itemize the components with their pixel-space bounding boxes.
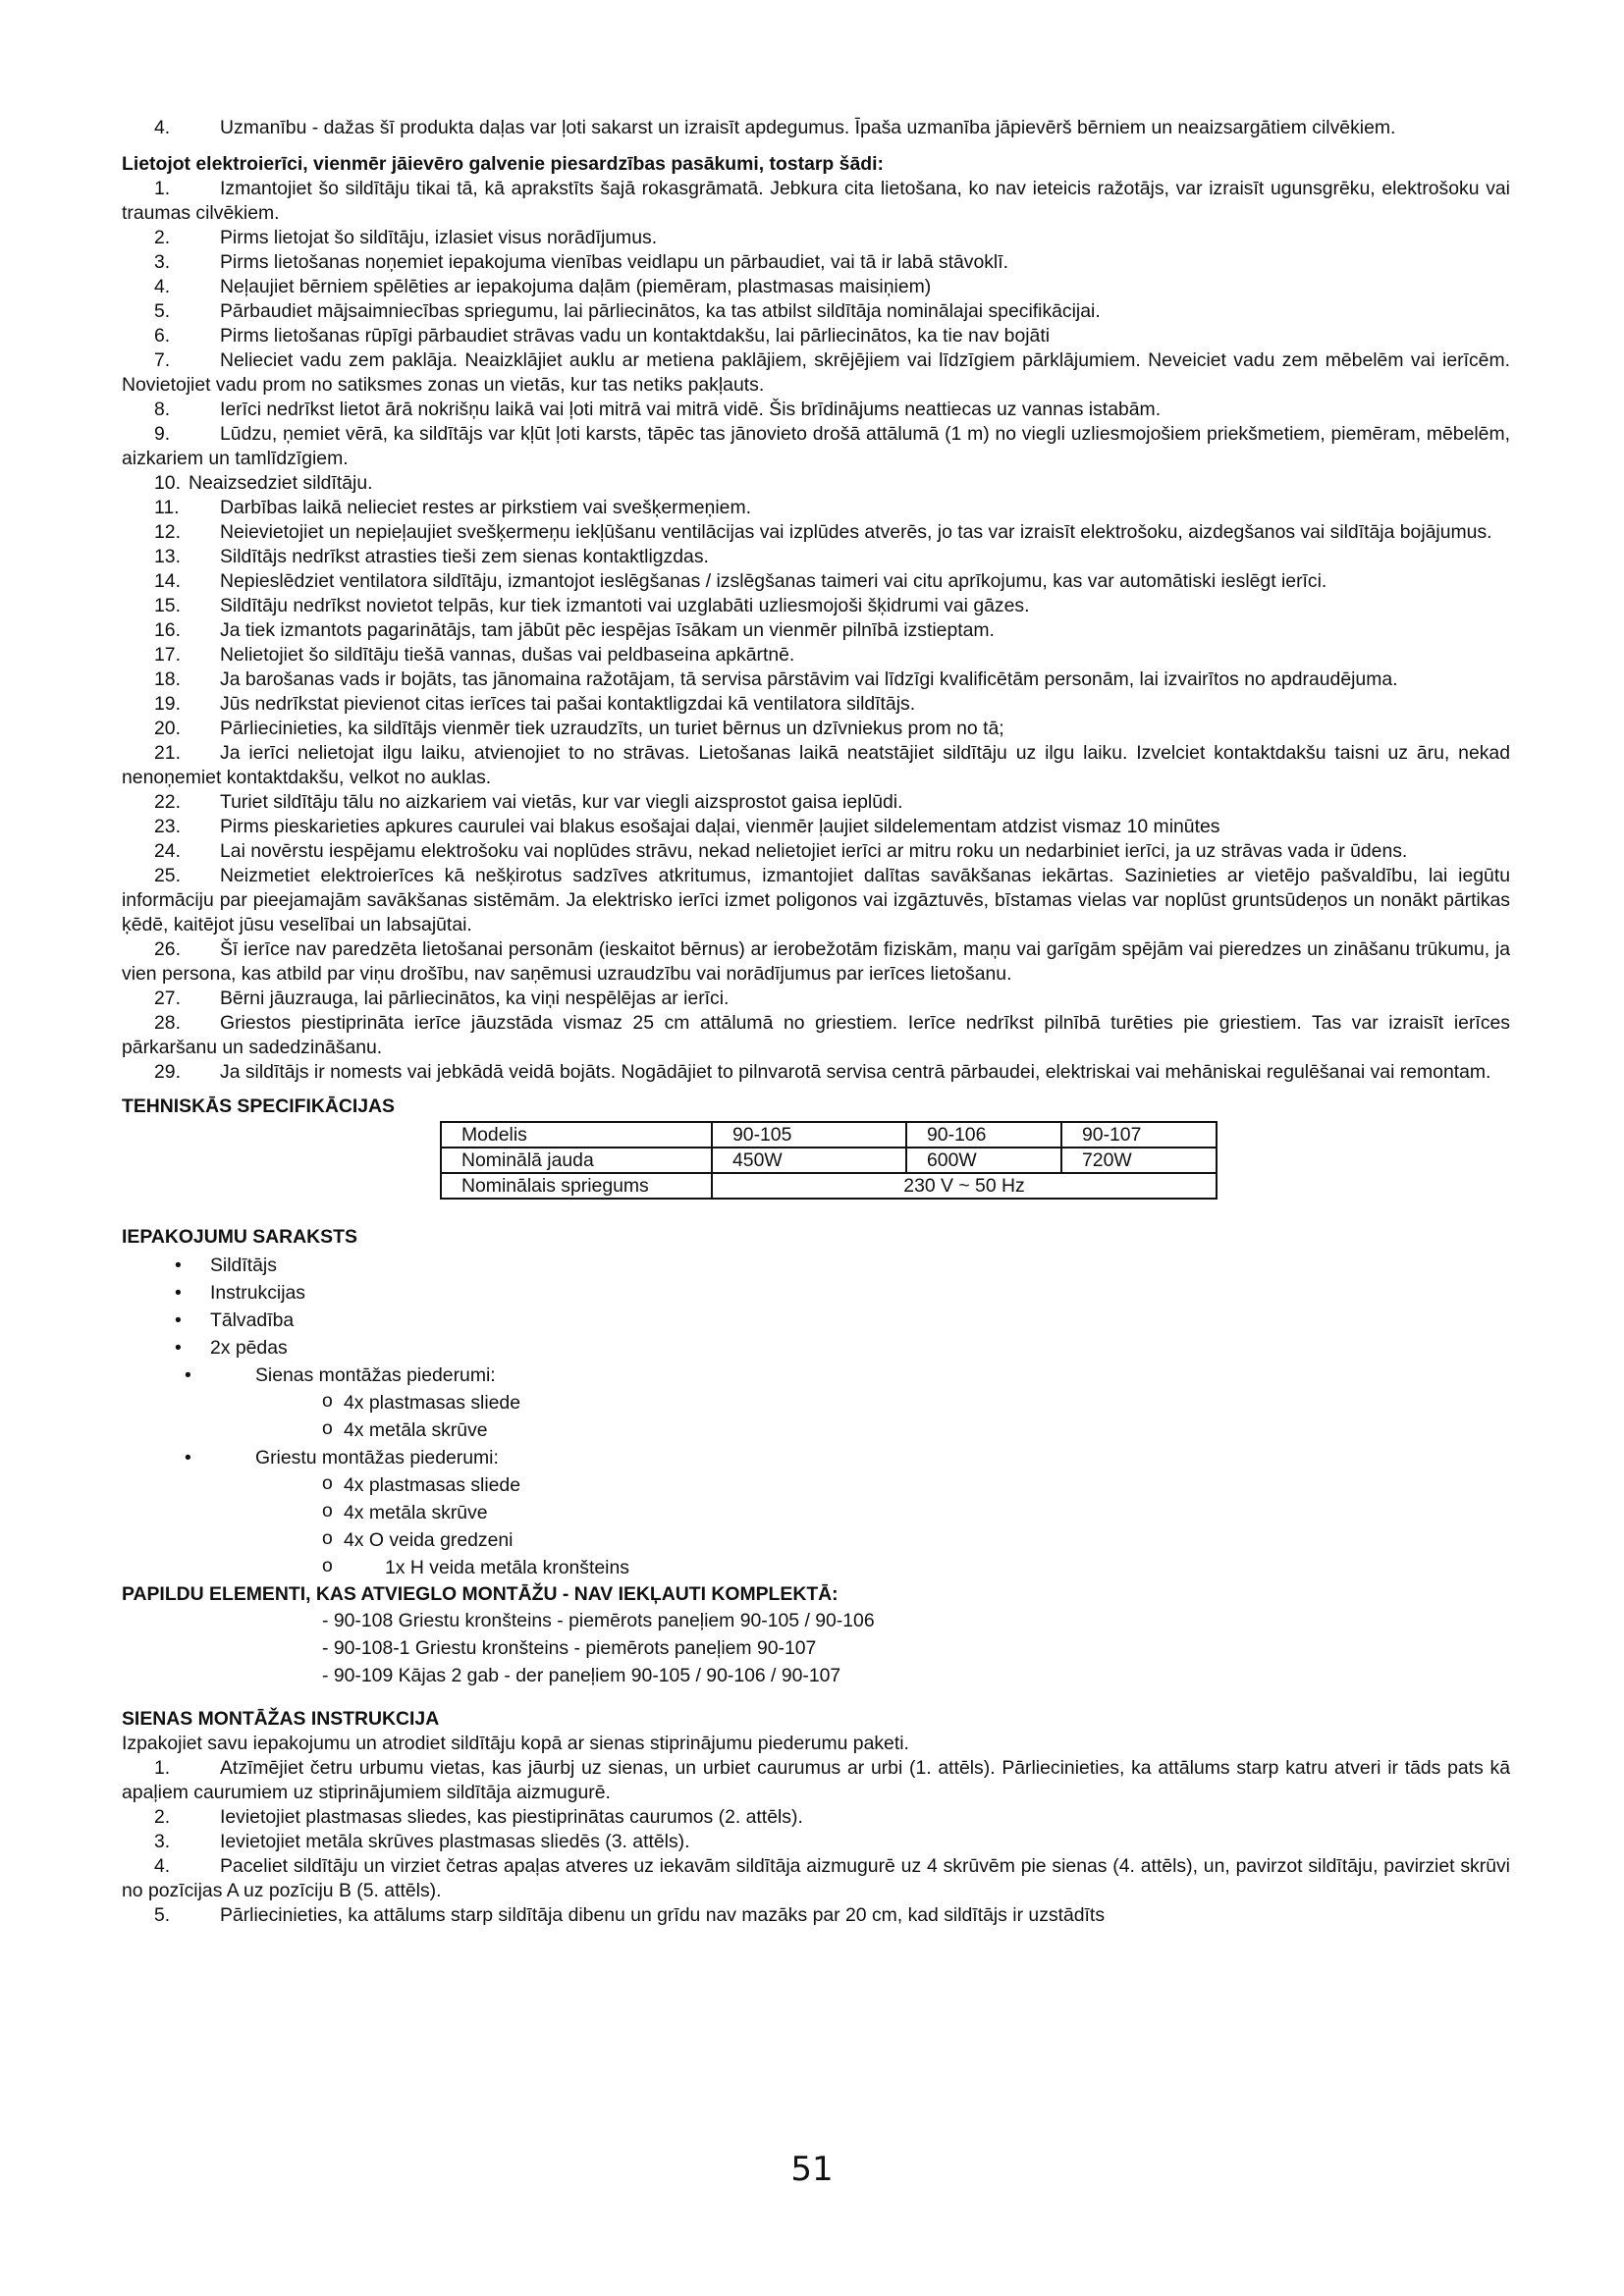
list-item <box>122 594 1510 618</box>
list-item <box>122 1854 1510 1903</box>
item-number: 19. <box>154 693 181 715</box>
item-number: 4. <box>154 117 171 138</box>
item-text: Sildītāju nedrīkst novietot telpās, kur tiek izmantoti vai uzglabāti uzliesmojoši šķidrumi vai gāzes. <box>220 595 1030 616</box>
item-number: 13. <box>154 546 181 567</box>
spec-cell: 600W <box>906 1148 1061 1173</box>
list-item <box>122 937 1510 987</box>
item-number: 21. <box>154 742 181 764</box>
item-number: 14. <box>154 570 181 592</box>
item-text: Nelietojiet šo sildītāju tiešā vannas, dušas vai peldbaseina apkārtnē. <box>220 644 795 666</box>
list-item <box>122 496 1510 520</box>
list-item <box>122 1805 1510 1830</box>
list-item <box>122 1903 1510 1928</box>
item-number: 6. <box>154 325 171 347</box>
list-item <box>122 569 1510 594</box>
item-number: 7. <box>154 349 171 371</box>
item-text: Pirms lietošanas rūpīgi pārbaudiet strāvas vadu un kontaktdakšu, lai pārliecinātos, ka tie nav bojāti <box>220 325 1051 347</box>
sub-list-item: o 4x plastmasas sliede <box>122 1389 1510 1416</box>
item-text: Darbības laikā nelieciet restes ar pirkstiem vai svešķermeņiem. <box>220 497 751 518</box>
item-number: 12. <box>154 521 181 543</box>
list-item <box>122 324 1510 348</box>
sub-list-item: o 4x metāla skrūve <box>122 1416 1510 1444</box>
list-item: • Griestu montāžas piederumi: <box>122 1444 1510 1471</box>
list-item <box>122 226 1510 250</box>
extras-heading: PAPILDU ELEMENTI, KAS ATVIEGLO MONTĀŽU - NAV IEKĻAUTI KOMPLEKTĀ: <box>122 1583 839 1605</box>
item-text: Sildītājs nedrīkst atrasties tieši zem sienas kontaktligzdas. <box>220 546 709 567</box>
item-text: Lūdzu, ņemiet vērā, ka sildītājs var kļūt ļoti karsts, tāpēc tas jānovieto drošā attālumā (1 m) no viegli uzliesmojošiem priekšmetiem, piemēram, mēbelēm, aizkariem un tamlīdzīgiem. <box>122 423 1510 469</box>
item-number: 4. <box>154 1855 171 1877</box>
item-text: Ja barošanas vads ir bojāts, tas jānomaina ražotājam, tā servisa pārstāvim vai līdzīgi kvalificētām personām, lai izvairītos no apdraudējuma. <box>220 668 1398 690</box>
spec-cell: 90-107 <box>1061 1122 1217 1148</box>
item-number: 1. <box>154 1757 171 1779</box>
item-text: Ievietojiet plastmasas sliedes, kas piestiprinātas caurumos (2. attēls). <box>220 1806 803 1828</box>
sub-list-item: o 4x metāla skrūve <box>122 1499 1510 1526</box>
safety-heading: Lietojot elektroierīci, vienmēr jāievēro galvenie piesardzības pasākumi, tostarp šādi: <box>122 153 884 175</box>
item-number: 10. <box>154 472 181 494</box>
item-number: 11. <box>154 497 180 518</box>
item-text: Pirms lietošanas noņemiet iepakojuma vienības veidlapu un pārbaudiet, vai tā ir labā stāvoklī. <box>220 251 1009 273</box>
item-number: 4. <box>154 276 171 297</box>
item-text: Ievietojiet metāla skrūves plastmasas sliedēs (3. attēls). <box>220 1831 690 1852</box>
item-number: 5. <box>154 300 171 322</box>
item-text: Bērni jāuzrauga, lai pārliecinātos, ka viņi nespēlējas ar ierīci. <box>220 988 730 1009</box>
list-item: • Tālvadība <box>122 1307 1510 1334</box>
item-number: 18. <box>154 668 181 690</box>
list-item <box>122 987 1510 1011</box>
item-text: Atzīmējiet četru urbumu vietas, kas jāurbj uz sienas, un urbiet caurumus ar urbi (1. attēls). Pārliecinieties, ka attālums starp katru atveri ir tāds pats kā apaļiem caurumiem uz stiprinājumiem sildītāja aizmugurē. <box>122 1757 1510 1803</box>
spec-cell: 450W <box>712 1148 906 1173</box>
page-content <box>122 116 1510 1928</box>
list-item <box>122 790 1510 815</box>
list-item <box>122 177 1510 226</box>
item-number: 20. <box>154 718 181 739</box>
spec-label: Modelis <box>441 1122 712 1148</box>
item-text: Jūs nedrīkstat pievienot citas ierīces tai pašai kontaktligzdai kā ventilatora sildītājs. <box>220 693 916 715</box>
item-text: Neaizsedziet sildītāju. <box>188 472 373 494</box>
list-item: - 90-108-1 Griestu kronšteins - piemērots paneļiem 90-107 <box>322 1637 817 1659</box>
item-number: 15. <box>154 595 181 616</box>
intro-item <box>122 116 1510 140</box>
list-item <box>122 864 1510 937</box>
list-item <box>122 717 1510 741</box>
list-item <box>122 299 1510 324</box>
list-item <box>122 520 1510 545</box>
item-text: Pārbaudiet mājsaimniecības spriegumu, lai pārliecinātos, ka tas atbilst sildītāja nominālajai specifikācijai. <box>220 300 1101 322</box>
list-item: • Sienas montāžas piederumi: <box>122 1362 1510 1389</box>
item-text: Neizmetiet elektroierīces kā nešķirotus sadzīves atkritumus, izmantojiet dalītas savākšanas iekārtas. Sazinieties ar vietējo pašvaldību, lai iegūtu informāciju par pieejamajām savākšanas sistēmām. Ja elektrisko ierīci izmet poligonos vai izgāztuvēs, bīstamas vielas var noplūst gruntsūdeņos un nonākt pārtikas ķēdē, kaitējot jūsu veselībai un labsajūtai. <box>122 865 1510 935</box>
item-number: 17. <box>154 644 181 666</box>
item-text: Griestos piestiprināta ierīce jāuzstāda vismaz 25 cm attālumā no griestiem. Ierīce nedrīkst pilnībā turēties pie griestiem. Tas var izraisīt ierīces pārkaršanu un sadedzināšanu. <box>122 1012 1510 1058</box>
list-item <box>122 643 1510 667</box>
list-item <box>122 815 1510 839</box>
list-item <box>122 741 1510 790</box>
spec-label: Nominālā jauda <box>441 1148 712 1173</box>
item-text: Uzmanību - dažas šī produkta daļas var ļoti sakarst un izraisīt apdegumus. Īpaša uzmanība jāpievērš bērniem un neaizsargātiem cilvēkiem. <box>220 117 1396 138</box>
page-number: 51 <box>790 2150 834 2189</box>
item-number: 5. <box>154 1904 171 1926</box>
list-item <box>122 275 1510 299</box>
item-number: 3. <box>154 1831 171 1852</box>
list-item <box>122 545 1510 569</box>
item-text: Nelieciet vadu zem paklāja. Neaizklājiet auklu ar metiena paklājiem, skrējējiem vai līdzīgiem pārklājumiem. Neveiciet vadu zem mēbelēm vai ierīcēm. Novietojiet vadu prom no satiksmes zonas un vietās, kur tas netiks pakļauts. <box>122 349 1510 396</box>
spec-label: Nominālais spriegums <box>441 1173 712 1199</box>
list-item: • Instrukcijas <box>122 1279 1510 1307</box>
safety-list <box>122 177 1510 1085</box>
item-text: Turiet sildītāju tālu no aizkariem vai vietās, kur var viegli aizsprostot gaisa ieplūdi. <box>220 791 903 813</box>
item-text: Pārliecinieties, ka attālums starp sildītāja dibenu un grīdu nav mazāks par 20 cm, kad sildītājs ir uzstādīts <box>220 1904 1106 1926</box>
list-item <box>122 1830 1510 1854</box>
item-text: Nepieslēdziet ventilatora sildītāju, izmantojot ieslēgšanas / izslēgšanas taimeri vai citu aprīkojumu, kas var automātiski ieslēgt ierīci. <box>220 570 1327 592</box>
list-item <box>122 839 1510 864</box>
list-item: - 90-108 Griestu kronšteins - piemērots paneļiem 90-105 / 90-106 <box>322 1610 875 1631</box>
list-item: • 2x pēdas <box>122 1334 1510 1362</box>
list-item <box>122 667 1510 692</box>
item-text: Izmantojiet šo sildītāju tikai tā, kā aprakstīts šajā rokasgrāmatā. Jebkura cita lietošana, ko nav ieteicis ražotājs, var izraisīt ugunsgrēku, elektrošoku vai traumas cilvēkiem. <box>122 178 1510 224</box>
item-number: 26. <box>154 938 181 960</box>
package-heading: IEPAKOJUMU SARAKSTS <box>122 1226 357 1248</box>
item-number: 23. <box>154 816 181 837</box>
sub-list-item: o 1x H veida metāla kronšteins <box>122 1554 1510 1581</box>
list-item <box>122 618 1510 643</box>
list-item <box>122 422 1510 471</box>
spec-cell: 90-105 <box>712 1122 906 1148</box>
item-number: 27. <box>154 988 181 1009</box>
spec-cell: 90-106 <box>906 1122 1061 1148</box>
spec-row-power <box>441 1148 1217 1173</box>
list-item <box>122 1060 1510 1085</box>
list-item <box>122 1011 1510 1060</box>
item-number: 22. <box>154 791 181 813</box>
item-text: Pirms lietojat šo sildītāju, izlasiet visus norādījumus. <box>220 227 658 248</box>
list-item <box>122 398 1510 422</box>
item-text: Šī ierīce nav paredzēta lietošanai personām (ieskaitot bērnus) ar ierobežotām fiziskām, maņu vai garīgām spējām vai pieredzes un zināšanu trūkumu, ja vien persona, kas atbild par viņu drošību, nav saņēmusi uzraudzību vai norādījumus par ierīces lietošanu. <box>122 938 1510 985</box>
list-item <box>122 1756 1510 1805</box>
item-number: 1. <box>154 178 171 199</box>
specs-heading: TEHNISKĀS SPECIFIKĀCIJAS <box>122 1095 395 1117</box>
package-list <box>122 1252 1510 1581</box>
item-text: Ierīci nedrīkst lietot ārā nokrišņu laikā vai ļoti mitrā vai mitrā vidē. Šis brīdinājums neattiecas uz vannas istabām. <box>220 399 1162 420</box>
item-text: Ja tiek izmantots pagarinātājs, tam jābūt pēc iespējas īsākam un vienmēr pilnībā izstieptam. <box>220 619 995 641</box>
item-text: Ja ierīci nelietojat ilgu laiku, atvienojiet to no strāvas. Lietošanas laikā neatstājiet sildītāju uz ilgu laiku. Izvelciet kontaktdakšu taisni uz āru, nekad nenoņemiet kontaktdakšu, velkot no auklas. <box>122 742 1510 788</box>
item-number: 25. <box>154 865 181 886</box>
list-item <box>122 471 1510 496</box>
item-text: Neievietojiet un nepieļaujiet svešķermeņu iekļūšanu ventilācijas vai izplūdes atverēs, jo tas var izraisīt elektrošoku, aizdegšanos vai sildītāja bojājumus. <box>220 521 1492 543</box>
item-number: 2. <box>154 227 171 248</box>
list-item <box>122 692 1510 717</box>
wall-mount-steps <box>122 1756 1510 1928</box>
list-item <box>122 250 1510 275</box>
item-text: Ja sildītājs ir nomests vai jebkādā veidā bojāts. Nogādājiet to pilnvarotā servisa centrā pārbaudei, elektriskai vai mehāniskai regulēšanai vai remontam. <box>220 1061 1491 1083</box>
item-number: 29. <box>154 1061 181 1083</box>
list-item: • Sildītājs <box>122 1252 1510 1279</box>
item-number: 2. <box>154 1806 171 1828</box>
sub-list-item: o 4x plastmasas sliede <box>122 1471 1510 1499</box>
sub-list-item: o 4x O veida gredzeni <box>122 1526 1510 1554</box>
spec-row-voltage <box>441 1173 1217 1199</box>
extras-list <box>122 1607 1510 1689</box>
item-text: Neļaujiet bērniem spēlēties ar iepakojuma daļām (piemēram, plastmasas maisiņiem) <box>220 276 932 297</box>
item-number: 28. <box>154 1012 181 1034</box>
list-item: - 90-109 Kājas 2 gab - der paneļiem 90-105 / 90-106 / 90-107 <box>322 1665 841 1686</box>
spec-cell: 230 V ~ 50 Hz <box>712 1173 1217 1199</box>
item-text: Lai novērstu iespējamu elektrošoku vai noplūdes strāvu, nekad nelietojiet ierīci ar mitru roku un nedarbiniet ierīci, ja uz strāvas vada ir ūdens. <box>220 840 1408 862</box>
item-number: 3. <box>154 251 171 273</box>
spec-row-model <box>441 1122 1217 1148</box>
specs-table <box>440 1121 1218 1200</box>
wall-mount-heading: SIENAS MONTĀŽAS INSTRUKCIJA <box>122 1708 440 1730</box>
list-item <box>122 348 1510 398</box>
item-text: Pirms pieskarieties apkures caurulei vai blakus esošajai daļai, vienmēr ļaujiet sildelementam atdzist vismaz 10 minūtes <box>220 816 1220 837</box>
item-number: 8. <box>154 399 171 420</box>
item-text: Paceliet sildītāju un virziet četras apaļas atveres uz iekavām sildītāja aizmugurē uz 4 skrūvēm pie sienas (4. attēls), un, pavirzot sildītāju, pavirziet skrūvi no pozīcijas A uz pozīciju B (5. attēls). <box>122 1855 1510 1901</box>
spec-cell: 720W <box>1061 1148 1217 1173</box>
item-number: 9. <box>154 423 171 445</box>
item-number: 16. <box>154 619 181 641</box>
wall-mount-intro: Izpakojiet savu iepakojumu un atrodiet sildītāju kopā ar sienas stiprinājumu piederumu paketi. <box>122 1733 909 1754</box>
item-number: 24. <box>154 840 181 862</box>
item-text: Pārliecinieties, ka sildītājs vienmēr tiek uzraudzīts, un turiet bērnus un dzīvniekus prom no tā; <box>220 718 1004 739</box>
